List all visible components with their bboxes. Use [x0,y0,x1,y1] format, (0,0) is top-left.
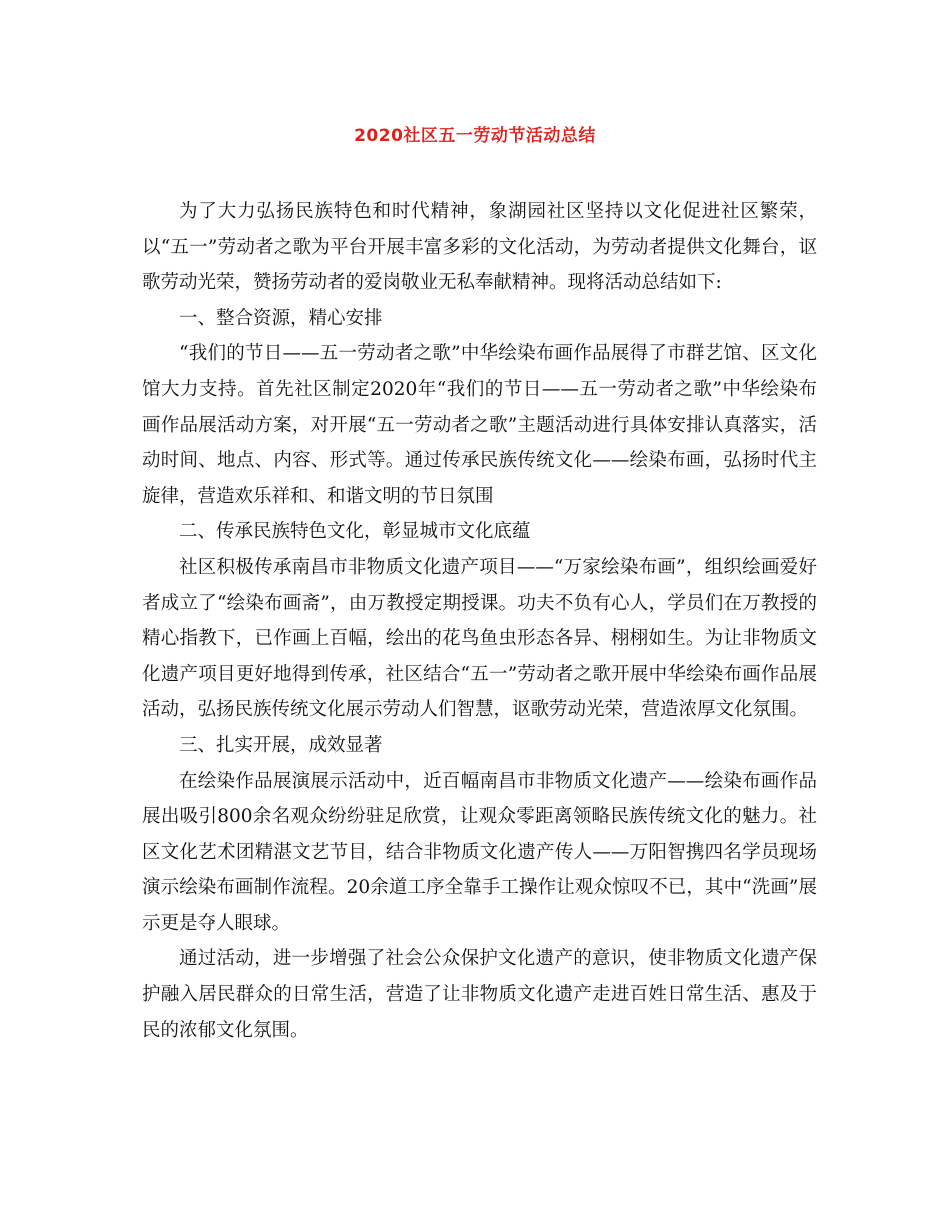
paragraph-intro: 为了大力弘扬民族特色和时代精神，象湖园社区坚持以文化促进社区繁荣，以“五一”劳动者之歌为平台开展丰富多彩的文化活动，为劳动者提供文化舞台，讴歌劳动光荣，赞扬劳动者的爱岗敬业无私奉献精神。现将活动总结如下: [142,201,817,294]
document-title: 2020社区五一劳动节活动总结 [354,126,596,146]
paragraph-section-2: 社区积极传承南昌市非物质文化遗产项目——“万家绘染布画”，组织绘画爱好者成立了“绘染布画斋”，由万教授定期授课。功夫不负有心人，学员们在万教授的精心指教下，已作画上百幅，绘出的花鸟鱼虫形态各异、栩栩如生。为让非物质文化遗产项目更好地得到传承，社区结合“五一”劳动者之歌开展中华绘染布画作品展活动，弘扬民族传统文化展示劳动人们智慧，讴歌劳动光荣，营造浓厚文化氛围。 [142,556,817,721]
paragraph-section-1: “我们的节日——五一劳动者之歌”中华绘染布画作品展得了市群艺馆、区文化馆大力支持。首先社区制定2020年“我们的节日——五一劳动者之歌”中华绘染布画作品展活动方案，对开展“五一劳动者之歌”主题活动进行具体安排认真落实，活动时间、地点、内容、形式等。通过传承民族传统文化——绘染布画，弘扬时代主旋律，营造欢乐祥和、和谐文明的节日氛围 [142,343,817,507]
paragraph-conclusion: 通过活动，进一步增强了社会公众保护文化遗产的意识，使非物质文化遗产保护融入居民群众的日常生活，营造了让非物质文化遗产走进百姓日常生活、惠及于民的浓郁文化氛围。 [142,948,817,1041]
section-heading-2: 二、传承民族特色文化，彰显城市文化底蕴 [179,521,531,543]
section-heading-1: 一、整合资源，精心安排 [179,307,383,329]
section-heading-3: 三、扎实开展，成效显著 [179,734,383,756]
paragraph-section-3: 在绘染作品展演展示活动中，近百幅南昌市非物质文化遗产——绘染布画作品展出吸引800余名观众纷纷驻足欣赏，让观众零距离领略民族传统文化的魅力。社区文化艺术团精湛文艺节目，结合非物质文化遗产传人——万阳智携四名学员现场演示绘染布画制作流程。20余道工序全靠手工操作让观众惊叹不已，其中“洗画”展示更是夺人眼球。 [142,770,817,934]
document-body [142,194,817,1048]
